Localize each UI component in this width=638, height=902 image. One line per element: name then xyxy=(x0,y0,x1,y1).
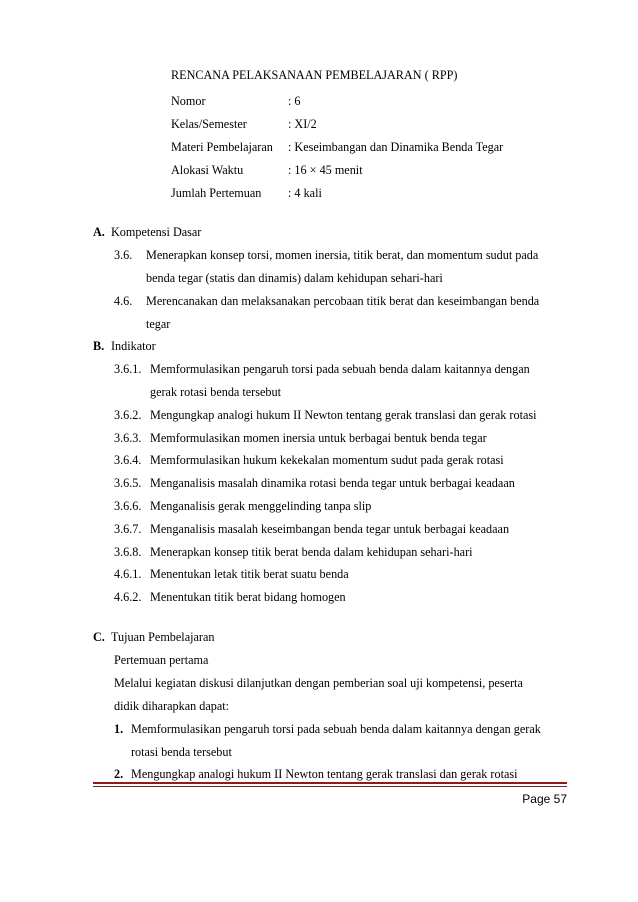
indicator-text: Menganalisis gerak menggelinding tanpa slip xyxy=(150,499,372,513)
kd-text: tegar xyxy=(146,317,171,331)
kd-number: 4.6. xyxy=(114,294,133,308)
meta-value-materi: : Keseimbangan dan Dinamika Benda Tegar xyxy=(288,140,504,154)
indicator-number: 3.6.1. xyxy=(114,362,142,376)
objective-number: 2. xyxy=(114,767,124,781)
meeting-subtitle: Pertemuan pertama xyxy=(114,653,209,667)
section-a-title: Kompetensi Dasar xyxy=(111,225,202,239)
indicator-text: Memformulasikan momen inersia untuk berbagai bentuk benda tegar xyxy=(150,431,487,445)
indicator-number: 4.6.2. xyxy=(114,590,142,604)
indicator-text: Menganalisis masalah keseimbangan benda tegar untuk berbagai keadaan xyxy=(150,522,510,536)
meta-label-materi: Materi Pembelajaran xyxy=(171,140,273,154)
indicator-text: Menentukan letak titik berat suatu benda xyxy=(150,567,349,581)
objective-text: Memformulasikan pengaruh torsi pada sebuah benda dalam kaitannya dengan gerak xyxy=(131,722,541,736)
section-c-letter: C. xyxy=(93,630,105,644)
section-b-title: Indikator xyxy=(111,339,156,353)
indicator-number: 4.6.1. xyxy=(114,567,142,581)
document-title: RENCANA PELAKSANAAN PEMBELAJARAN ( RPP) xyxy=(171,68,458,82)
indicator-number: 3.6.7. xyxy=(114,522,142,536)
meta-label-alokasi: Alokasi Waktu xyxy=(171,163,244,177)
meta-value-alokasi: : 16 × 45 menit xyxy=(288,163,363,177)
footer-rule-thin xyxy=(93,786,567,787)
indicator-text: Memformulasikan hukum kekekalan momentum sudut pada gerak rotasi xyxy=(150,453,504,467)
kd-number: 3.6. xyxy=(114,248,133,262)
indicator-text: Menentukan titik berat bidang homogen xyxy=(150,590,346,604)
objective-number: 1. xyxy=(114,722,124,736)
indicator-text: gerak rotasi benda tersebut xyxy=(150,385,281,399)
footer-rule xyxy=(93,782,567,784)
indicator-number: 3.6.2. xyxy=(114,408,142,422)
indicator-text: Menerapkan konsep titik berat benda dalam kehidupan sehari-hari xyxy=(150,545,473,559)
section-b-letter: B. xyxy=(93,339,105,353)
indicator-number: 3.6.4. xyxy=(114,453,142,467)
indicator-text: Memformulasikan pengaruh torsi pada sebuah benda dalam kaitannya dengan xyxy=(150,362,530,376)
page-number: Page 57 xyxy=(522,792,567,806)
meta-label-jumlah: Jumlah Pertemuan xyxy=(171,186,262,200)
objective-intro: Melalui kegiatan diskusi dilanjutkan dengan pemberian soal uji kompetensi, peserta xyxy=(114,676,523,690)
indicator-text: Menganalisis masalah dinamika rotasi benda tegar untuk berbagai keadaan xyxy=(150,476,515,490)
section-a-letter: A. xyxy=(93,225,105,239)
kd-text: benda tegar (statis dan dinamis) dalam kehidupan sehari-hari xyxy=(146,271,443,285)
meta-value-kelas: : XI/2 xyxy=(288,117,317,131)
kd-text: Menerapkan konsep torsi, momen inersia, titik berat, dan momentum sudut pada xyxy=(146,248,539,262)
indicator-number: 3.6.6. xyxy=(114,499,142,513)
objective-text: rotasi benda tersebut xyxy=(131,745,232,759)
objective-text: Mengungkap analogi hukum II Newton tentang gerak translasi dan gerak rotasi xyxy=(131,767,518,781)
indicator-number: 3.6.8. xyxy=(114,545,142,559)
indicator-text: Mengungkap analogi hukum II Newton tentang gerak translasi dan gerak rotasi xyxy=(150,408,537,422)
meta-label-nomor: Nomor xyxy=(171,94,206,108)
meta-value-nomor: : 6 xyxy=(288,94,301,108)
indicator-number: 3.6.3. xyxy=(114,431,142,445)
meta-value-jumlah: : 4 kali xyxy=(288,186,322,200)
objective-intro: didik diharapkan dapat: xyxy=(114,699,230,713)
kd-text: Merencanakan dan melaksanakan percobaan titik berat dan keseimbangan benda xyxy=(146,294,540,308)
indicator-number: 3.6.5. xyxy=(114,476,142,490)
section-c-title: Tujuan Pembelajaran xyxy=(111,630,215,644)
meta-label-kelas: Kelas/Semester xyxy=(171,117,247,131)
